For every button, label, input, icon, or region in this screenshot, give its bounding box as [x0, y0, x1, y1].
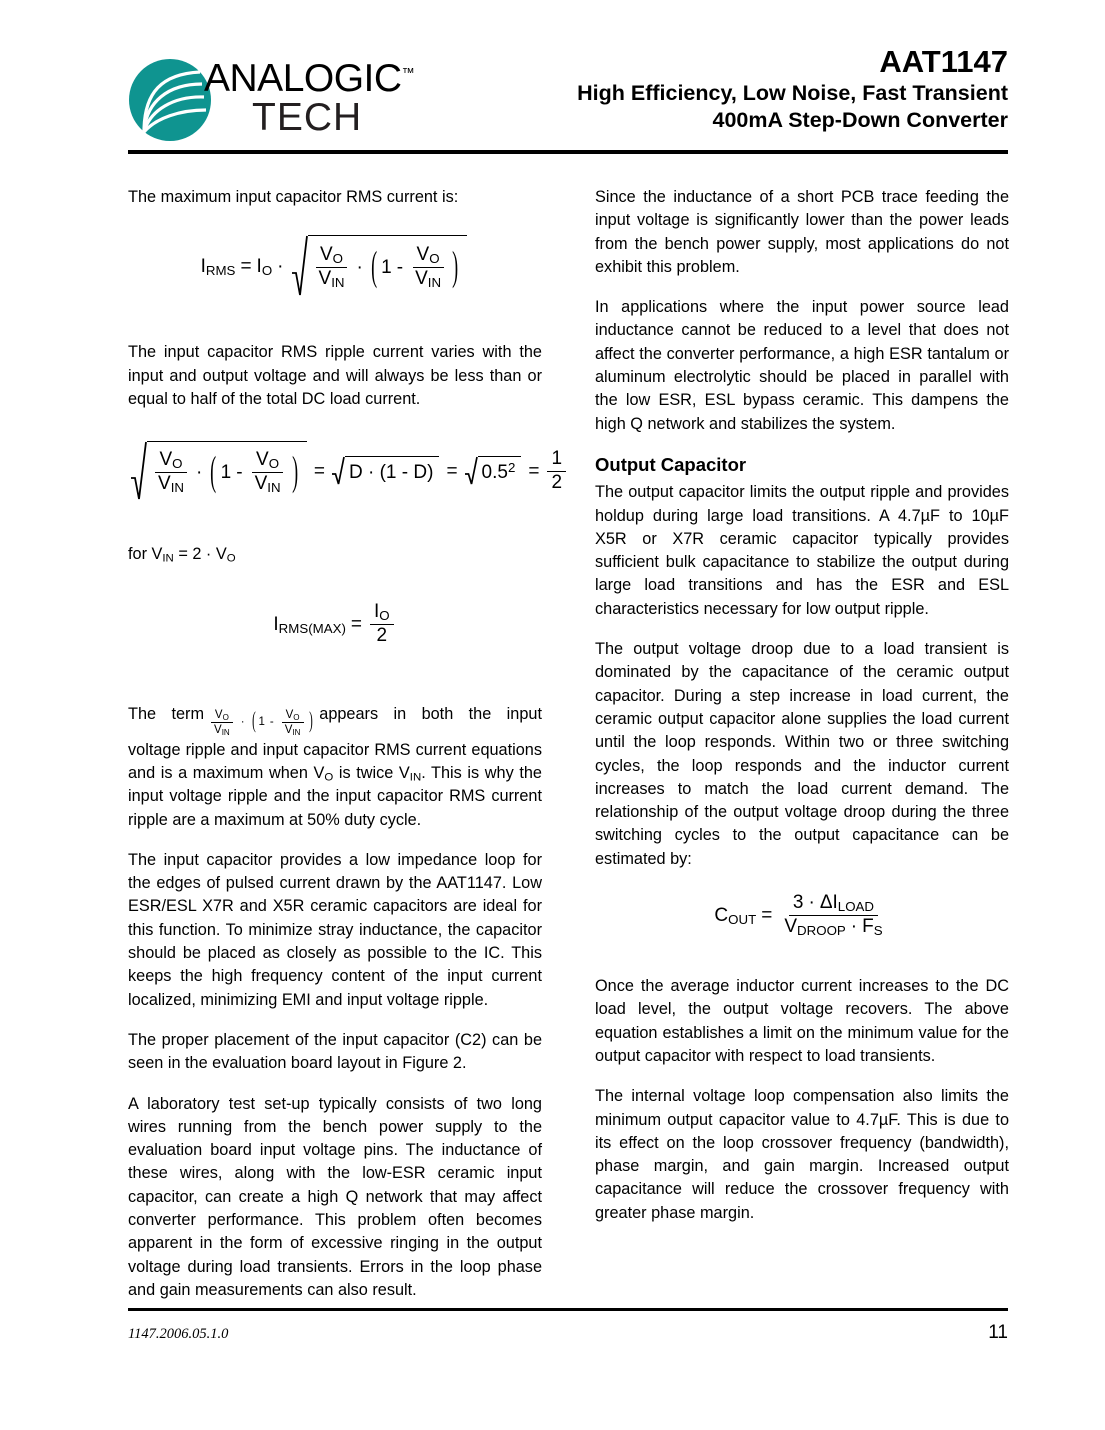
paragraph-internal-loop-compensation: The internal voltage loop compensation also limits the minimum output capacitor value to 4.7µF. This is due to its effect on the loop crossover frequency (bandwidth), phase margin, and gain margin. Increased output capacitance will reduce the crossover frequency with greater phase margin. [595, 1087, 1009, 1222]
eq2-frac-vo-vin-2: $\frac{V_O}{V_{IN}}$ [251, 450, 285, 494]
header-divider [128, 150, 1008, 154]
eq2-radical-3 [465, 456, 522, 486]
part-number: AAT1147 [879, 44, 1008, 79]
eq3-equals: = [350, 614, 362, 635]
trademark-symbol: ™ [401, 65, 415, 80]
eq2-d-expr: D · (1 - D) [349, 461, 434, 483]
radical-sign-icon [332, 456, 345, 486]
eq2-frac-one-half: $\frac{1}{2}$ [547, 449, 566, 493]
eq1-frac-vo-vin: $\frac{V_O}{V_{IN}}$ [315, 245, 349, 289]
header-title-block [448, 44, 1008, 134]
eq3-lhs: $I_{RMS(MAX)}$ [273, 614, 346, 636]
paragraph-the-term: The term $\frac{V_O}{V_{IN}}$ · ( 1 - $\frac{V_O}{V_{IN}}$ ) appears in both the input voltage ripple and input capacitor RMS current equations and is a maximum when $V_O$ is twice $V_{IN}$. This is why the input voltage ripple and the input capacitor RMS current ripple are a maximum at 50% duty cycle. [128, 704, 542, 829]
eq-cout-lhs: $C_{OUT}$ [714, 904, 757, 927]
paragraph-output-capacitor-limits: The output capacitor limits the output ripple and provides holdup during large load transitions. A 4.7µF to 10µF X5R or X7R ceramic capacitor typically provides sufficient bulk capacitance to stabilize the output during large load transitions and has the ESR and ESL characteristics necessary for low output ripple. [595, 483, 1009, 618]
eq2-radical-2 [332, 456, 439, 486]
inline-dot: · [240, 716, 245, 729]
paragraph-max-rms-intro: The maximum input capacitor RMS current is: [128, 188, 459, 206]
paragraph-low-impedance-loop: The input capacitor provides a low impedance loop for the edges of pulsed current drawn by the AAT1147. Low ESR/ESL X7R and X5R ceramic capacitors are ideal for this function. To minimize stray inductance, the capacitor should be placed as closely as possible to the IC. This keeps the high frequency content of the input current localized, minimizing EMI and input voltage ripple. [128, 850, 542, 1009]
paragraph-lead-inductance: In applications where the input power source lead inductance cannot be reduced to a level that does not affect the converter performance, a high ESR tantalum or aluminum electrolytic should be placed in parallel with the low ESR, ESL bypass ceramic. This dampens the high Q network and stabilizes the system. [595, 298, 1009, 433]
paragraph-voltage-droop: The output voltage droop due to a load transient is dominated by the capacitance of the ceramic output capacitor. During a step increase in load current, the ceramic output capacitor alone supplies the load current until the loop responds. Within two or three switching cycles, the loop responds and the inductor current increases to match the load current demand. The relationship of the output voltage droop during the three switching cycles to the output capacitance can be estimated by: [595, 640, 1009, 868]
paragraph-pcb-trace-inductance: Since the inductance of a short PCB trace feeding the input voltage is significantly lower than the power leads from the bench power supply, most applications do not exhibit this problem. [595, 188, 1009, 276]
inline-one: 1 [258, 716, 265, 729]
eq2-minus: - [236, 461, 243, 483]
eq2-dot: · [196, 461, 203, 483]
inline-minus: - [269, 716, 274, 729]
page-header [128, 44, 1008, 150]
inline-equation-vo-vin-term [208, 709, 315, 737]
paragraph-average-inductor-current: Once the average inductor current increases to the DC load level, the output voltage recovers. The above equation establishes a limit on the minimum value for the output capacitor with respect to load transients. [595, 977, 1009, 1065]
eq1-radical [291, 235, 468, 297]
document-revision-id: 1147.2006.05.1.0 [128, 1326, 229, 1342]
eq2-equals-3: = [528, 460, 540, 482]
eq2-radical-1 [130, 441, 307, 501]
radical-sign-icon [291, 235, 308, 297]
right-paren: ) [291, 449, 298, 495]
radical-sign-icon [130, 441, 147, 501]
paragraph-for-vin: for $V_{IN} = 2 \cdot V_O$ [128, 545, 236, 565]
equation-cout [595, 893, 1009, 937]
eq2-one: 1 [220, 461, 232, 483]
eq1-equals: = [240, 255, 252, 277]
inline-frac-1: $\frac{V_O}{V_{IN}}$ [210, 709, 234, 737]
paragraph-proper-placement: The proper placement of the input capacitor (C2) can be seen in the evaluation board layout in Figure 2. [128, 1030, 542, 1073]
equation-irms [128, 235, 542, 297]
paragraph-ripple-varies: The input capacitor RMS ripple current varies with the input and output voltage and will always be less than or equal to half of the total DC load current. [128, 343, 542, 408]
page-number: 11 [988, 1322, 1008, 1343]
section-heading-output-capacitor: Output Capacitor [595, 453, 747, 475]
product-subtitle-line-1: High Efficiency, Low Noise, Fast Transient [577, 81, 1008, 105]
company-logo [128, 48, 448, 148]
eq1-one: 1 [381, 256, 392, 278]
logo-line-analogic: ANALOGIC™ [204, 57, 415, 100]
left-paren: ( [210, 449, 217, 495]
product-subtitle-line-2: 400mA Step-Down Converter [712, 108, 1008, 132]
equation-duty-half [128, 441, 563, 505]
eq1-frac-vo-vin-2: $\frac{V_O}{V_{IN}}$ [411, 245, 445, 289]
eq-cout-equals: = [761, 904, 773, 926]
eq1-minus: - [396, 256, 404, 278]
page-footer [128, 1322, 1008, 1344]
left-paren: ( [251, 709, 256, 734]
eq1-io: $I_O$ [256, 255, 273, 278]
eq2-paren-group [207, 450, 301, 494]
eq-cout-numerator: $3 \cdot \Delta I_{LOAD}$ [789, 893, 878, 916]
right-paren: ) [452, 244, 459, 290]
eq1-dot: · [277, 255, 284, 277]
eq2-equals-2: = [446, 460, 458, 482]
company-wordmark [204, 54, 454, 138]
eq1-paren-group [368, 245, 462, 289]
eq2-half-squared: $0.5^2$ [481, 459, 516, 483]
logo-line-tech: TECH [252, 96, 363, 139]
eq-cout-fraction [780, 893, 886, 937]
right-paren: ) [309, 709, 314, 734]
left-column [128, 186, 563, 1319]
right-column [595, 186, 1009, 1242]
eq1-lhs: $I_{RMS}$ [200, 255, 236, 278]
eq1-dot2: · [356, 256, 363, 278]
footer-divider [128, 1308, 1008, 1311]
eq2-frac-vo-vin: $\frac{V_O}{V_{IN}}$ [154, 450, 188, 494]
inline-paren-group [250, 709, 316, 737]
analogic-tech-logo-icon [128, 58, 212, 142]
eq-cout-denominator: $V_{DROOP} \cdot F_S$ [784, 915, 883, 938]
equation-irms-max [128, 602, 542, 646]
radical-sign-icon [465, 456, 478, 486]
left-paren: ( [370, 244, 377, 290]
inline-frac-2: $\frac{V_O}{V_{IN}}$ [281, 709, 305, 737]
paragraph-lab-test-setup: A laboratory test set-up typically consists of two long wires running from the bench power supply to the evaluation board input voltage pins. The inductance of these wires, along with the low-ESR ceramic input capacitor, can create a high Q network that may affect converter performance. This problem often becomes apparent in the form of excessive ringing in the output voltage during load transients. Errors in the loop phase and gain measurements can also result. [128, 1094, 542, 1299]
eq3-frac-io-2: $\frac{I_O}{2}$ [370, 602, 394, 646]
eq2-equals-1: = [313, 460, 325, 482]
